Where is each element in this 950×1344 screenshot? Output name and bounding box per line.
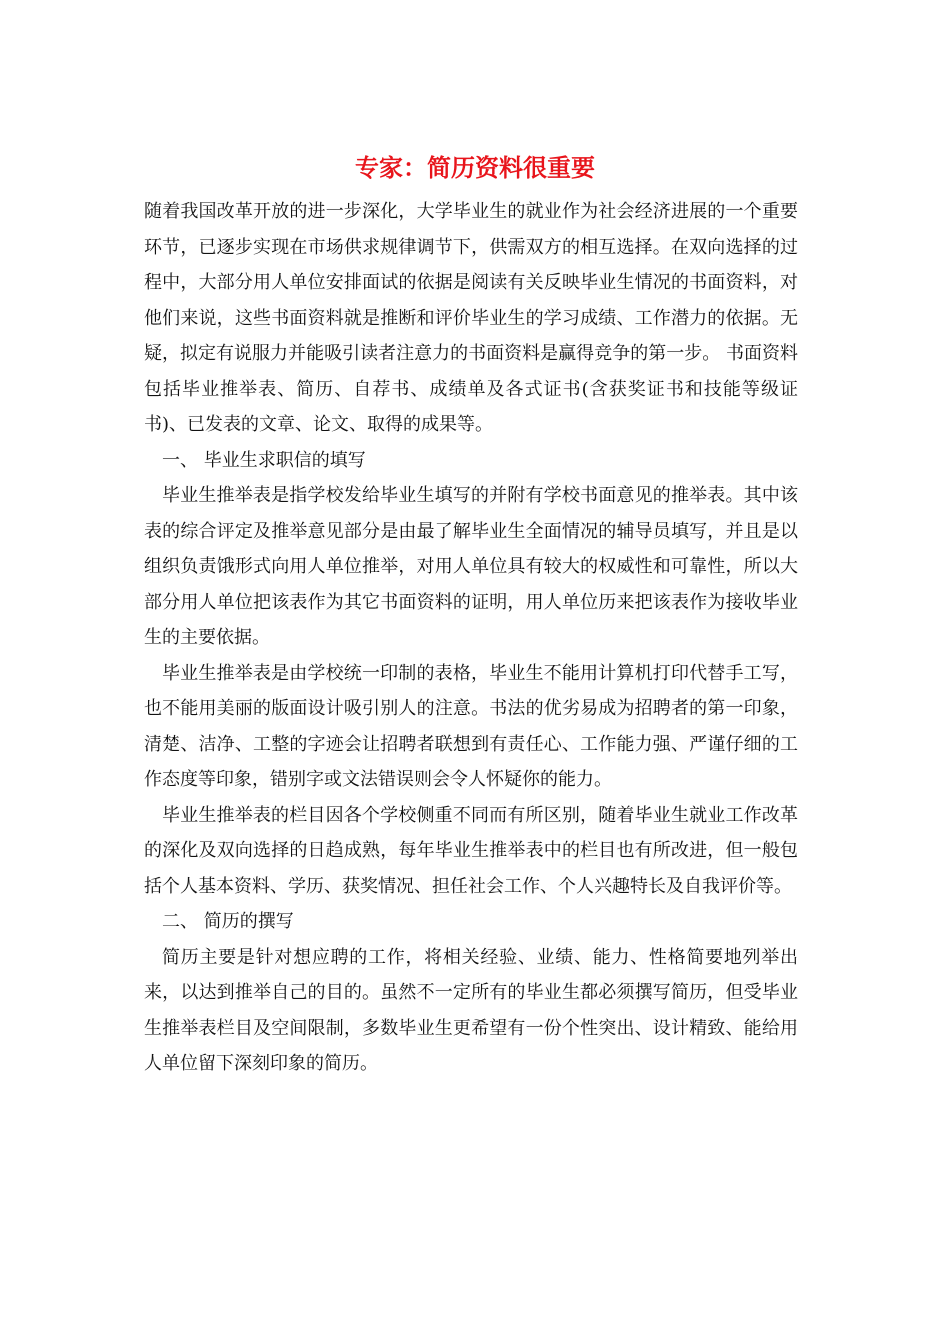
section-heading-2: 二、 简历的撰写 — [162, 911, 294, 932]
paragraph-recommendation-form-sections: 毕业生推举表的栏目因各个学校侧重不同而有所区别，随着毕业生就业工作改革的深化及双向选择的日趋成熟，每年毕业生推举表中的栏目也有所改进，但一般包括个人基本资料、学历、获奖情况、担任社会工作、个人兴趣特长及自我评价等。 — [144, 804, 798, 897]
document-title: 专家：简历资料很重要 — [355, 153, 595, 182]
section-heading-1: 一、 毕业生求职信的填写 — [162, 449, 366, 471]
paragraph-recommendation-form-handwriting: 毕业生推举表是由学校统一印制的表格，毕业生不能用计算机打印代替手工写，也不能用美丽的版面设计吸引别人的注意。书法的优劣易成为招聘者的第一印象，清楚、洁净、工整的字迹会让招聘者联想到有责任心、工作能力强、严谨仔细的工作态度等印象，错别字或文法错误则会令人怀疑你的能力。 — [144, 662, 798, 790]
document-body — [144, 194, 798, 1082]
paragraph-intro: 随着我国改革开放的进一步深化，大学毕业生的就业作为社会经济进展的一个重要环节，已逐步实现在市场供求规律调节下，供需双方的相互选择。在双向选择的过程中，大部分用人单位安排面试的依据是阅读有关反映毕业生情况的书面资料，对他们来说，这些书面资料就是推断和评价毕业生的学习成绩、工作潜力的依据。无疑，拟定有说服力并能吸引读者注意力的书面资料是赢得竞争的第一步。 书面资料包括毕业推举表、简历、自荐书、成绩单及各式证书(含获奖证书和技能等级证书)、已发表的文章、论文、取得的成果等。 — [144, 201, 798, 435]
paragraph-recommendation-form-definition: 毕业生推举表是指学校发给毕业生填写的并附有学校书面意见的推举表。其中该表的综合评定及推举意见部分是由最了解毕业生全面情况的辅导员填写，并且是以组织负责饿形式向用人单位推举，对用人单位具有较大的权威性和可靠性，所以大部分用人单位把该表作为其它书面资料的证明，用人单位历来把该表作为接收毕业生的主要依据。 — [144, 485, 798, 648]
paragraph-resume-writing: 简历主要是针对想应聘的工作，将相关经验、业绩、能力、性格简要地列举出来，以达到推举自己的目的。虽然不一定所有的毕业生都必须撰写简历，但受毕业生推举表栏目及空间限制，多数毕业生更希望有一份个性突出、设计精致、能给用人单位留下深刻印象的简历。 — [144, 946, 798, 1074]
